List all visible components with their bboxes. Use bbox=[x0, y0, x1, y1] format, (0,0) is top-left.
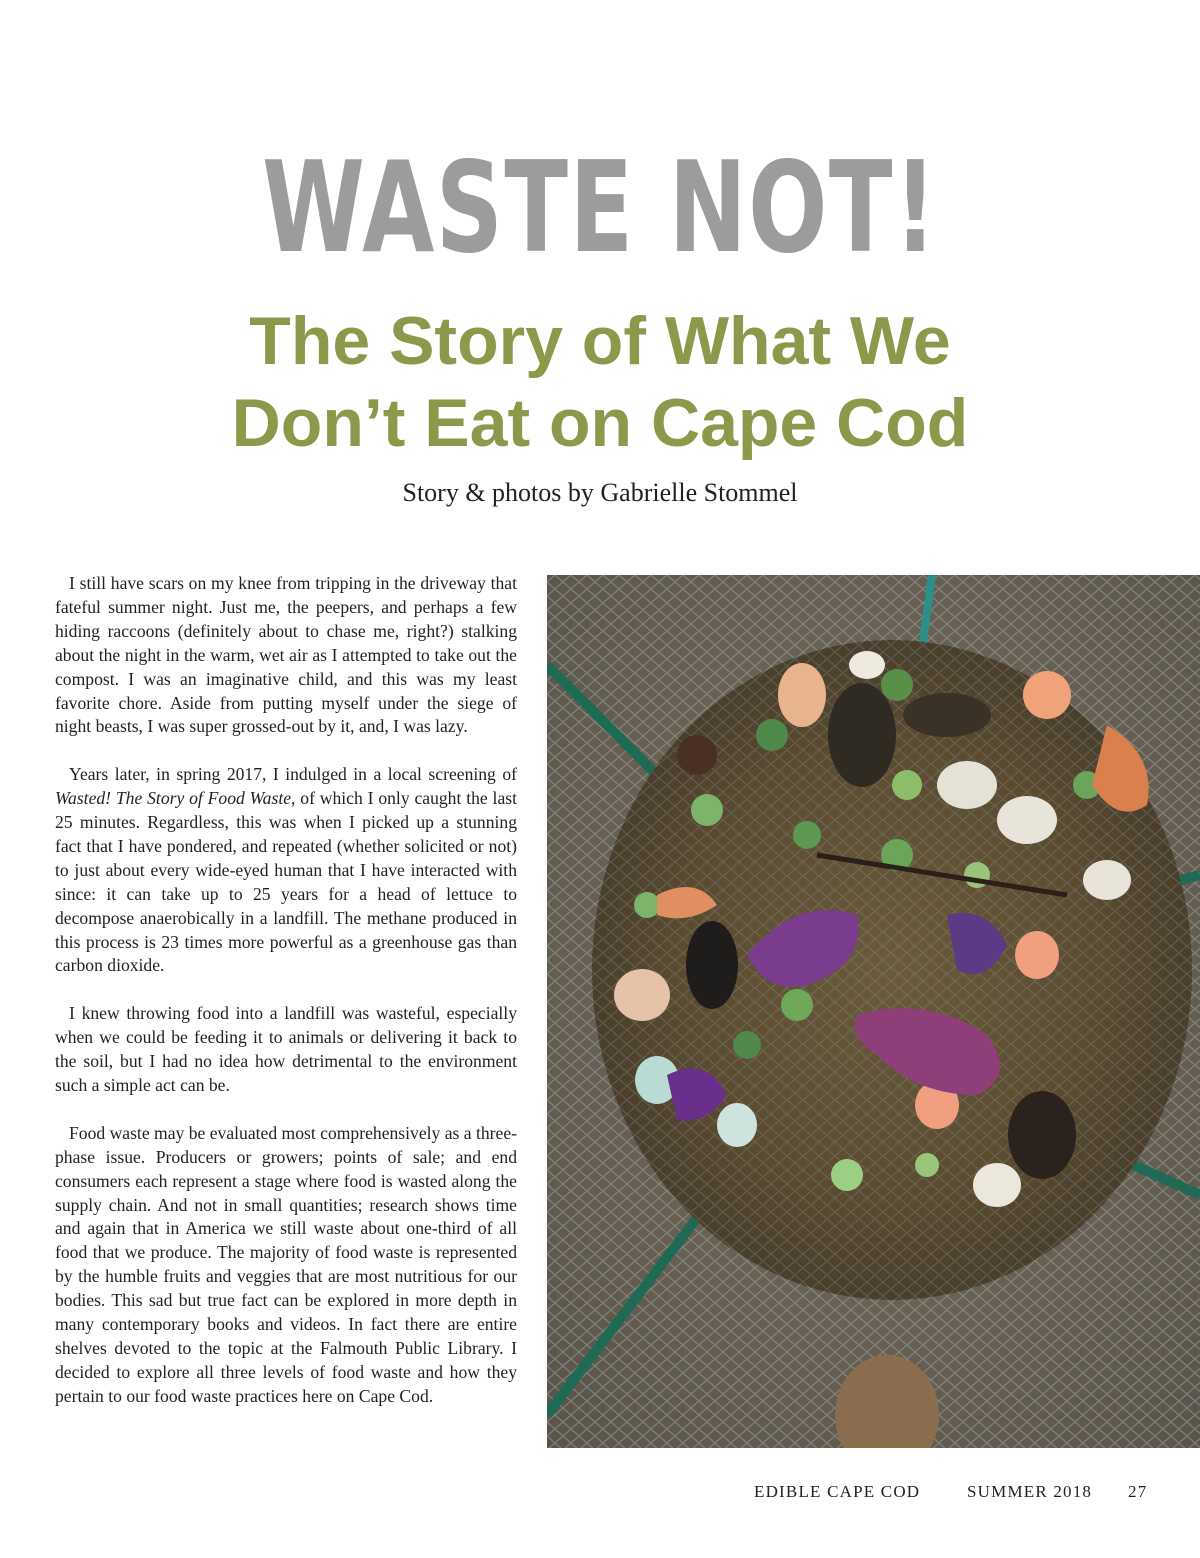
film-title: Wasted! The Story of Food Waste bbox=[55, 788, 292, 809]
compost-photo bbox=[547, 575, 1200, 1448]
body-paragraph: I knew throwing food into a landfill was wasteful, especially when we could be feeding it to animals or delivering it back to the soil, but I had no idea how detrimental to the environment such a simple act can be. bbox=[55, 1003, 517, 1095]
body-paragraph: Food waste may be evaluated most comprehensively as a three-phase issue. Producers or growers; points of sale; and end consumers each represent a stage where food is wasted along the supply chain. And not in small quantities; research shows time and again that in America we still waste about one-third of all food that we produce. The majority of food waste is represented by the humble fruits and veggies that are most nutritious for our bodies. This sad but true fact can be explored in more depth in many contemporary books and videos. In fact there are entire shelves devoted to the topic at the Falmouth Public Library. I decided to explore all three levels of food waste and how they pertain to our food waste practices here on Cape Cod. bbox=[55, 1122, 518, 1406]
kicker-title: WASTE NOT! bbox=[262, 134, 938, 281]
article-headline bbox=[0, 300, 1200, 464]
body-text: Years later, in spring 2017, I indulged in a local screening of bbox=[69, 764, 517, 785]
byline: Story & photos by Gabrielle Stommel bbox=[402, 478, 798, 507]
folio-issue: SUMMER 2018 bbox=[967, 1482, 1093, 1501]
page-number: 27 bbox=[1128, 1482, 1148, 1501]
body-text: , of which I only caught the last 25 minutes. Regardless, this was when I picked up a stunning fact that I have pondered, and repeated (whether solicited or not) to just about every wide-eyed human that I have interacted with since: it can take up to 25 years for a head of lettuce to decompose anaerobically in a landfill. The methane produced in this process is 23 times more powerful as a greenhouse gas than carbon dioxide. bbox=[55, 788, 517, 976]
headline-line-1: The Story of What We bbox=[249, 303, 951, 379]
headline-line-2: Don’t Eat on Cape Cod bbox=[231, 385, 969, 461]
body-paragraph: I still have scars on my knee from tripping in the driveway that fateful summer night. Just me, the peepers, and perhaps a few hiding raccoons (definitely about to chase me, right?) stalking about the night in the warm, wet air as I attempted to take out the compost. I was an imaginative child, and this was my least favorite chore. Aside from putting myself under the siege of night beasts, I was super grossed-out by it, and, I was lazy. bbox=[55, 573, 517, 737]
body-paragraph bbox=[55, 763, 517, 978]
article-body bbox=[55, 572, 517, 1409]
folio-magazine: EDIBLE CAPE COD bbox=[754, 1482, 921, 1501]
